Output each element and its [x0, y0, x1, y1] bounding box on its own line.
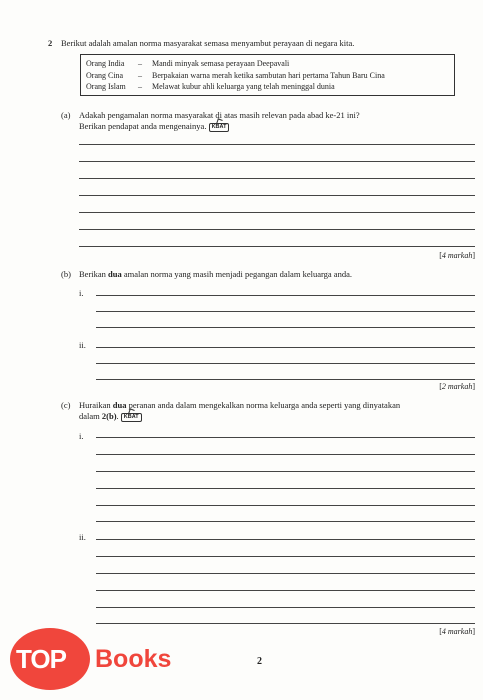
question-number: 2 — [48, 38, 53, 48]
box-group: Orang Islam — [86, 82, 126, 91]
item-number: i. — [79, 288, 84, 298]
answer-line[interactable] — [79, 246, 475, 247]
part-b-text: amalan norma yang masih menjadi pegangan dalam keluarga anda. — [121, 269, 352, 279]
part-c-ref: 2(b) — [101, 411, 117, 421]
answer-line[interactable] — [96, 347, 475, 348]
answer-line[interactable] — [79, 212, 475, 213]
part-b-text: Berikan — [79, 269, 109, 279]
page-number: 2 — [257, 656, 262, 667]
answer-line[interactable] — [96, 454, 475, 455]
part-a-label: (a) — [61, 110, 71, 120]
part-b-marks — [439, 382, 475, 391]
box-text: Mandi minyak semasa perayaan Deepavali — [152, 59, 290, 68]
answer-line[interactable] — [96, 623, 475, 624]
answer-line[interactable] — [96, 471, 475, 472]
part-a-prompt — [79, 121, 229, 132]
part-c-label: (c) — [61, 400, 71, 410]
answer-line[interactable] — [96, 521, 475, 522]
marks-bracket: ] — [472, 382, 475, 391]
answer-line[interactable] — [96, 327, 475, 328]
answer-line[interactable] — [96, 363, 475, 364]
box-row — [86, 70, 449, 82]
topbooks-logo — [10, 628, 100, 690]
item-number: i. — [79, 431, 84, 441]
answer-line[interactable] — [96, 590, 475, 591]
item-number: ii. — [79, 532, 86, 542]
box-dash: – — [138, 59, 142, 68]
logo-books-text: Books — [95, 645, 172, 673]
kbat-badge: KBAT — [209, 123, 230, 132]
marks-bracket: ] — [472, 251, 475, 260]
part-b-label: (b) — [61, 269, 71, 279]
box-dash: – — [138, 82, 142, 91]
marks-text: 4 markah — [441, 627, 473, 636]
part-c-bold: dua — [112, 400, 127, 410]
answer-line[interactable] — [96, 539, 475, 540]
part-a-question: Adakah pengamalan norma masyarakat di atas masih relevan pada abad ke-21 ini? — [79, 110, 360, 120]
part-b-bold: dua — [108, 269, 122, 279]
marks-text: 4 markah — [441, 251, 473, 260]
answer-line[interactable] — [79, 229, 475, 230]
part-b-question — [79, 269, 352, 280]
answer-line[interactable] — [96, 311, 475, 312]
part-c-text: Huraikan — [79, 400, 113, 410]
answer-line[interactable] — [96, 437, 475, 438]
answer-line[interactable] — [96, 607, 475, 608]
question-intro: Berikut adalah amalan norma masyarakat semasa menyambut perayaan di negara kita. — [61, 38, 355, 48]
marks-text: 2 markah — [441, 382, 473, 391]
part-c-text: dalam — [79, 411, 102, 421]
item-number: ii. — [79, 340, 86, 350]
part-c-question — [79, 400, 400, 411]
box-row — [86, 58, 449, 70]
marks-bracket: [ — [439, 382, 442, 391]
marks-bracket: [ — [439, 251, 442, 260]
logo-top-text: TOP — [16, 644, 66, 674]
norms-box — [80, 54, 455, 96]
box-text: Melawat kubur ahli keluarga yang telah meninggal dunia — [152, 82, 335, 91]
box-text: Berpakaian warna merah ketika sambutan hari pertama Tahun Baru Cina — [152, 70, 385, 80]
answer-line[interactable] — [79, 161, 475, 162]
marks-bracket: ] — [472, 627, 475, 636]
box-group: Orang Cina — [86, 70, 124, 80]
box-row — [86, 81, 449, 93]
part-c-question-line2 — [79, 411, 142, 422]
answer-line[interactable] — [79, 144, 475, 145]
part-a-marks — [439, 251, 475, 260]
answer-line[interactable] — [96, 556, 475, 557]
answer-line[interactable] — [79, 195, 475, 196]
answer-line[interactable] — [96, 573, 475, 574]
box-group: Orang India — [86, 59, 125, 68]
marks-bracket: [ — [439, 627, 442, 636]
answer-line[interactable] — [96, 379, 475, 380]
part-c-marks — [439, 627, 475, 636]
answer-line[interactable] — [96, 295, 475, 296]
part-a-prompt-text: Berikan pendapat anda mengenainya. — [79, 121, 207, 131]
part-c-text: peranan anda dalam mengekalkan norma keluarga anda seperti yang dinyatakan — [126, 400, 401, 410]
answer-line[interactable] — [79, 178, 475, 179]
answer-line[interactable] — [96, 505, 475, 506]
box-dash: – — [138, 70, 142, 80]
kbat-badge: KBAT — [121, 413, 142, 422]
part-c-text: . — [116, 411, 119, 421]
answer-line[interactable] — [96, 488, 475, 489]
